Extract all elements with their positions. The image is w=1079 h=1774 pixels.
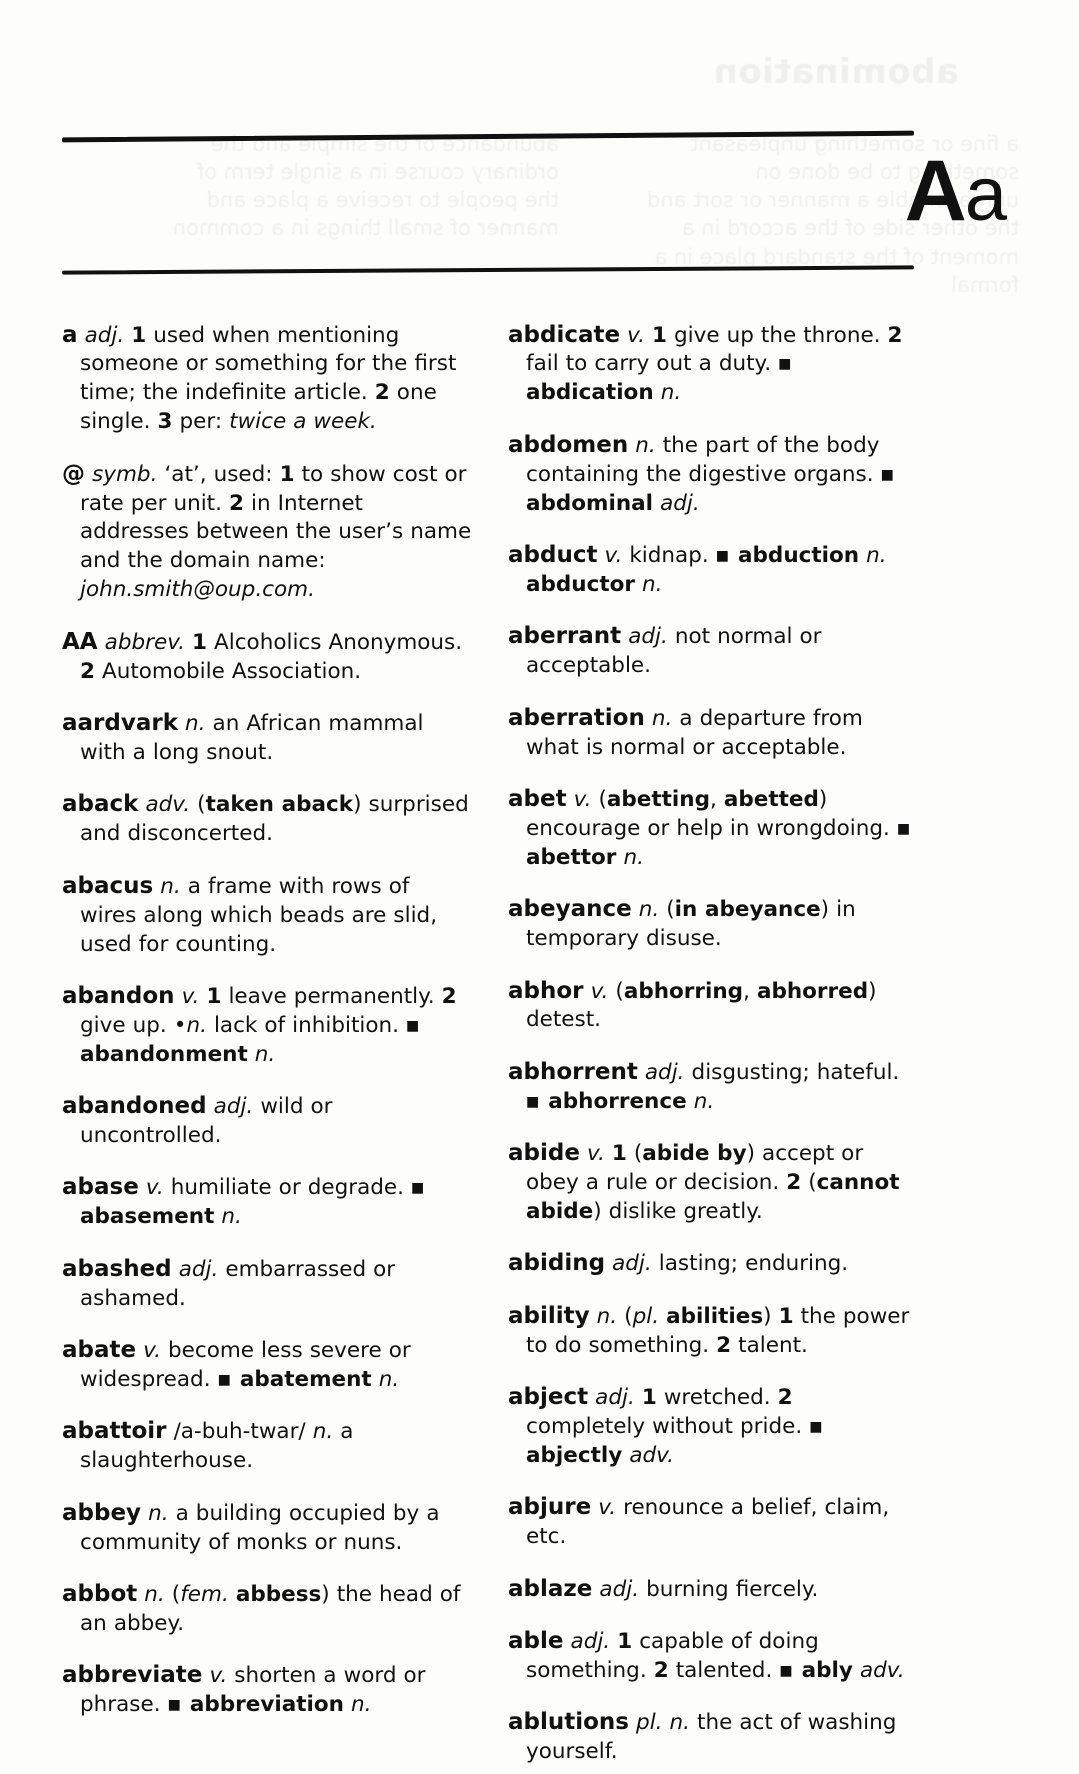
dictionary-entry: [62, 871, 472, 960]
entry-definition: n. a frame with rows of wires along which beads are slid, used for counting.: [80, 873, 438, 957]
entry-headword: abandon: [62, 982, 175, 1009]
dictionary-entry: [508, 1574, 918, 1605]
dictionary-entry: [62, 1498, 472, 1558]
entry-definition: adj. 1 capable of doing something. 2 talented. ■ ably adv.: [526, 1629, 905, 1684]
letter-uppercase: A: [904, 143, 965, 239]
dictionary-entry: [62, 627, 472, 687]
entry-definition: pl. n. the act of washing yourself.: [526, 1710, 897, 1765]
dictionary-entry: [62, 459, 472, 606]
entry-columns: [62, 298, 918, 1774]
header-rule-top: [62, 131, 914, 143]
entry-headword: able: [508, 1628, 564, 1655]
entry-definition: v. 1 leave permanently. 2 give up. •n. lack of inhibition. ■ abandonment n.: [80, 983, 457, 1067]
entry-definition: v. (abhorring, abhorred) detest.: [526, 978, 877, 1033]
entry-headword: abase: [62, 1174, 139, 1201]
letter-section-heading: [904, 143, 1007, 239]
dictionary-entry: [508, 1626, 918, 1686]
entry-headword: abjure: [508, 1494, 592, 1521]
dictionary-entry: [508, 784, 918, 873]
dictionary-entry: [62, 789, 472, 849]
entry-headword: abdicate: [508, 321, 621, 348]
entry-headword: abbreviate: [62, 1662, 203, 1689]
entry-headword: ablutions: [508, 1709, 629, 1736]
entry-definition: v. become less severe or widespread. ■ abatement n.: [80, 1338, 411, 1393]
entry-definition: symb. ‘at’, used: 1 to show cost or rate per unit. 2 in Internet addresses between the user’s name and the domain name: john.smith@oup.com.: [80, 461, 472, 603]
dictionary-entry: [508, 1382, 918, 1471]
entry-headword: abandoned: [62, 1093, 207, 1120]
entry-headword: abeyance: [508, 896, 632, 923]
dictionary-entry: [62, 1091, 472, 1151]
dictionary-entry: [508, 976, 918, 1036]
entry-headword: abide: [508, 1140, 580, 1167]
entry-headword: aback: [62, 791, 139, 818]
entry-definition: v. humiliate or degrade. ■ abasement n.: [80, 1175, 427, 1230]
entry-headword: aberrant: [508, 623, 622, 650]
entry-headword: @: [62, 460, 85, 487]
entry-headword: abbot: [62, 1581, 138, 1608]
entry-definition: adj. wild or uncontrolled.: [80, 1094, 333, 1149]
dictionary-entry: [508, 1248, 918, 1279]
entry-column-right: [508, 298, 918, 1774]
entry-headword: ability: [508, 1302, 590, 1329]
entry-headword: abiding: [508, 1250, 606, 1277]
entry-headword: abet: [508, 785, 567, 812]
dictionary-entry: [508, 621, 918, 681]
entry-definition: n. a departure from what is normal or acceptable.: [526, 705, 863, 760]
entry-headword: abhor: [508, 977, 584, 1004]
dictionary-entry: [62, 1254, 472, 1314]
entry-headword: AA: [62, 628, 98, 655]
entry-definition: adj. not normal or acceptable.: [526, 624, 822, 679]
letter-lowercase: a: [964, 152, 1007, 237]
entry-headword: abashed: [62, 1255, 172, 1282]
entry-definition: v. shorten a word or phrase. ■ abbreviation n.: [80, 1663, 426, 1718]
dictionary-entry: [508, 894, 918, 954]
entry-headword: aardvark: [62, 710, 178, 737]
dictionary-entry: [62, 708, 472, 768]
dictionary-entry: [62, 1579, 472, 1639]
entry-definition: v. 1 (abide by) accept or obey a rule or decision. 2 (cannot abide) dislike greatly.: [526, 1141, 900, 1224]
dictionary-entry: [508, 1138, 918, 1227]
header-rule-bottom: [62, 265, 914, 274]
dictionary-entry: [508, 430, 918, 519]
entry-definition: abbrev. 1 Alcoholics Anonymous. 2 Automobile Association.: [80, 629, 463, 684]
dictionary-entry: [62, 981, 472, 1070]
entry-definition: v. renounce a belief, claim, etc.: [526, 1495, 890, 1550]
entry-headword: abdomen: [508, 431, 629, 458]
entry-column-left: [62, 298, 472, 1774]
bleed-column-left: a fine or something unpleasant something to be done on unreasonable a manner or sort and the other side of the accord in a moment of the standard place in a formal: [646, 132, 1019, 297]
entry-headword: abacus: [62, 872, 154, 899]
dictionary-entry: [508, 1057, 918, 1117]
entry-definition: adj. disgusting; hateful. ■ abhorrence n.: [526, 1059, 900, 1114]
entry-definition: adj. lasting; enduring.: [612, 1251, 849, 1277]
entry-definition: /a-buh-twar/ n. a slaughterhouse.: [80, 1419, 354, 1474]
entry-definition: n. the part of the body containing the digestive organs. ■ abdominal adj.: [526, 432, 896, 516]
entry-headword: abject: [508, 1384, 589, 1411]
entry-definition: v. (abetting, abetted) encourage or help in wrongdoing. ■ abettor n.: [526, 786, 913, 870]
entry-headword: aberration: [508, 704, 645, 731]
entry-headword: abbey: [62, 1499, 142, 1526]
entry-definition: adj. embarrassed or ashamed.: [80, 1256, 396, 1311]
entry-definition: n. (pl. abilities) 1 the power to do something. 2 talent.: [526, 1303, 910, 1358]
bleed-header-text: abomination: [713, 52, 959, 92]
entry-headword: abduct: [508, 541, 598, 568]
entry-headword: a: [62, 321, 78, 348]
entry-definition: adj. 1 used when mentioning someone or something for the first time; the indefinite article. 2 one single. 3 per: twice a week.: [80, 322, 457, 435]
entry-definition: v. kidnap. ■ abduction n. abductor n.: [526, 542, 887, 597]
entry-definition: n. a building occupied by a community of monks or nuns.: [80, 1500, 440, 1555]
entry-headword: abhorrent: [508, 1058, 638, 1085]
entry-definition: n. (fem. abbess) the head of an abbey.: [80, 1582, 461, 1637]
dictionary-entry: [508, 540, 918, 600]
dictionary-entry: [508, 1301, 918, 1361]
dictionary-entry: [62, 1172, 472, 1232]
dictionary-entry: [62, 1660, 472, 1720]
dictionary-entry: [62, 1416, 472, 1476]
dictionary-entry: [508, 1707, 918, 1767]
dictionary-entry: [62, 320, 472, 438]
entry-definition: adv. (taken aback) surprised and disconcerted.: [80, 792, 469, 847]
dictionary-entry: [508, 703, 918, 763]
bleed-column-right: abundance of the simple and the ordinary course in a single term of the people to receive a place and manner of small things in a common: [172, 132, 559, 241]
entry-definition: v. 1 give up the throne. 2 fail to carry out a duty. ■ abdication n.: [526, 322, 903, 406]
entry-definition: adj. 1 wretched. 2 completely without pride. ■ abjectly adv.: [526, 1385, 825, 1468]
dictionary-entry: [62, 1335, 472, 1395]
entry-definition: n. an African mammal with a long snout.: [80, 711, 424, 765]
entry-headword: abattoir: [62, 1418, 167, 1445]
entry-headword: ablaze: [508, 1575, 593, 1602]
dictionary-entry: [508, 320, 918, 409]
entry-definition: adj. burning fiercely.: [599, 1576, 819, 1602]
entry-definition: n. (in abeyance) in temporary disuse.: [526, 897, 856, 952]
dictionary-entry: [508, 1492, 918, 1552]
entry-headword: abate: [62, 1337, 137, 1364]
